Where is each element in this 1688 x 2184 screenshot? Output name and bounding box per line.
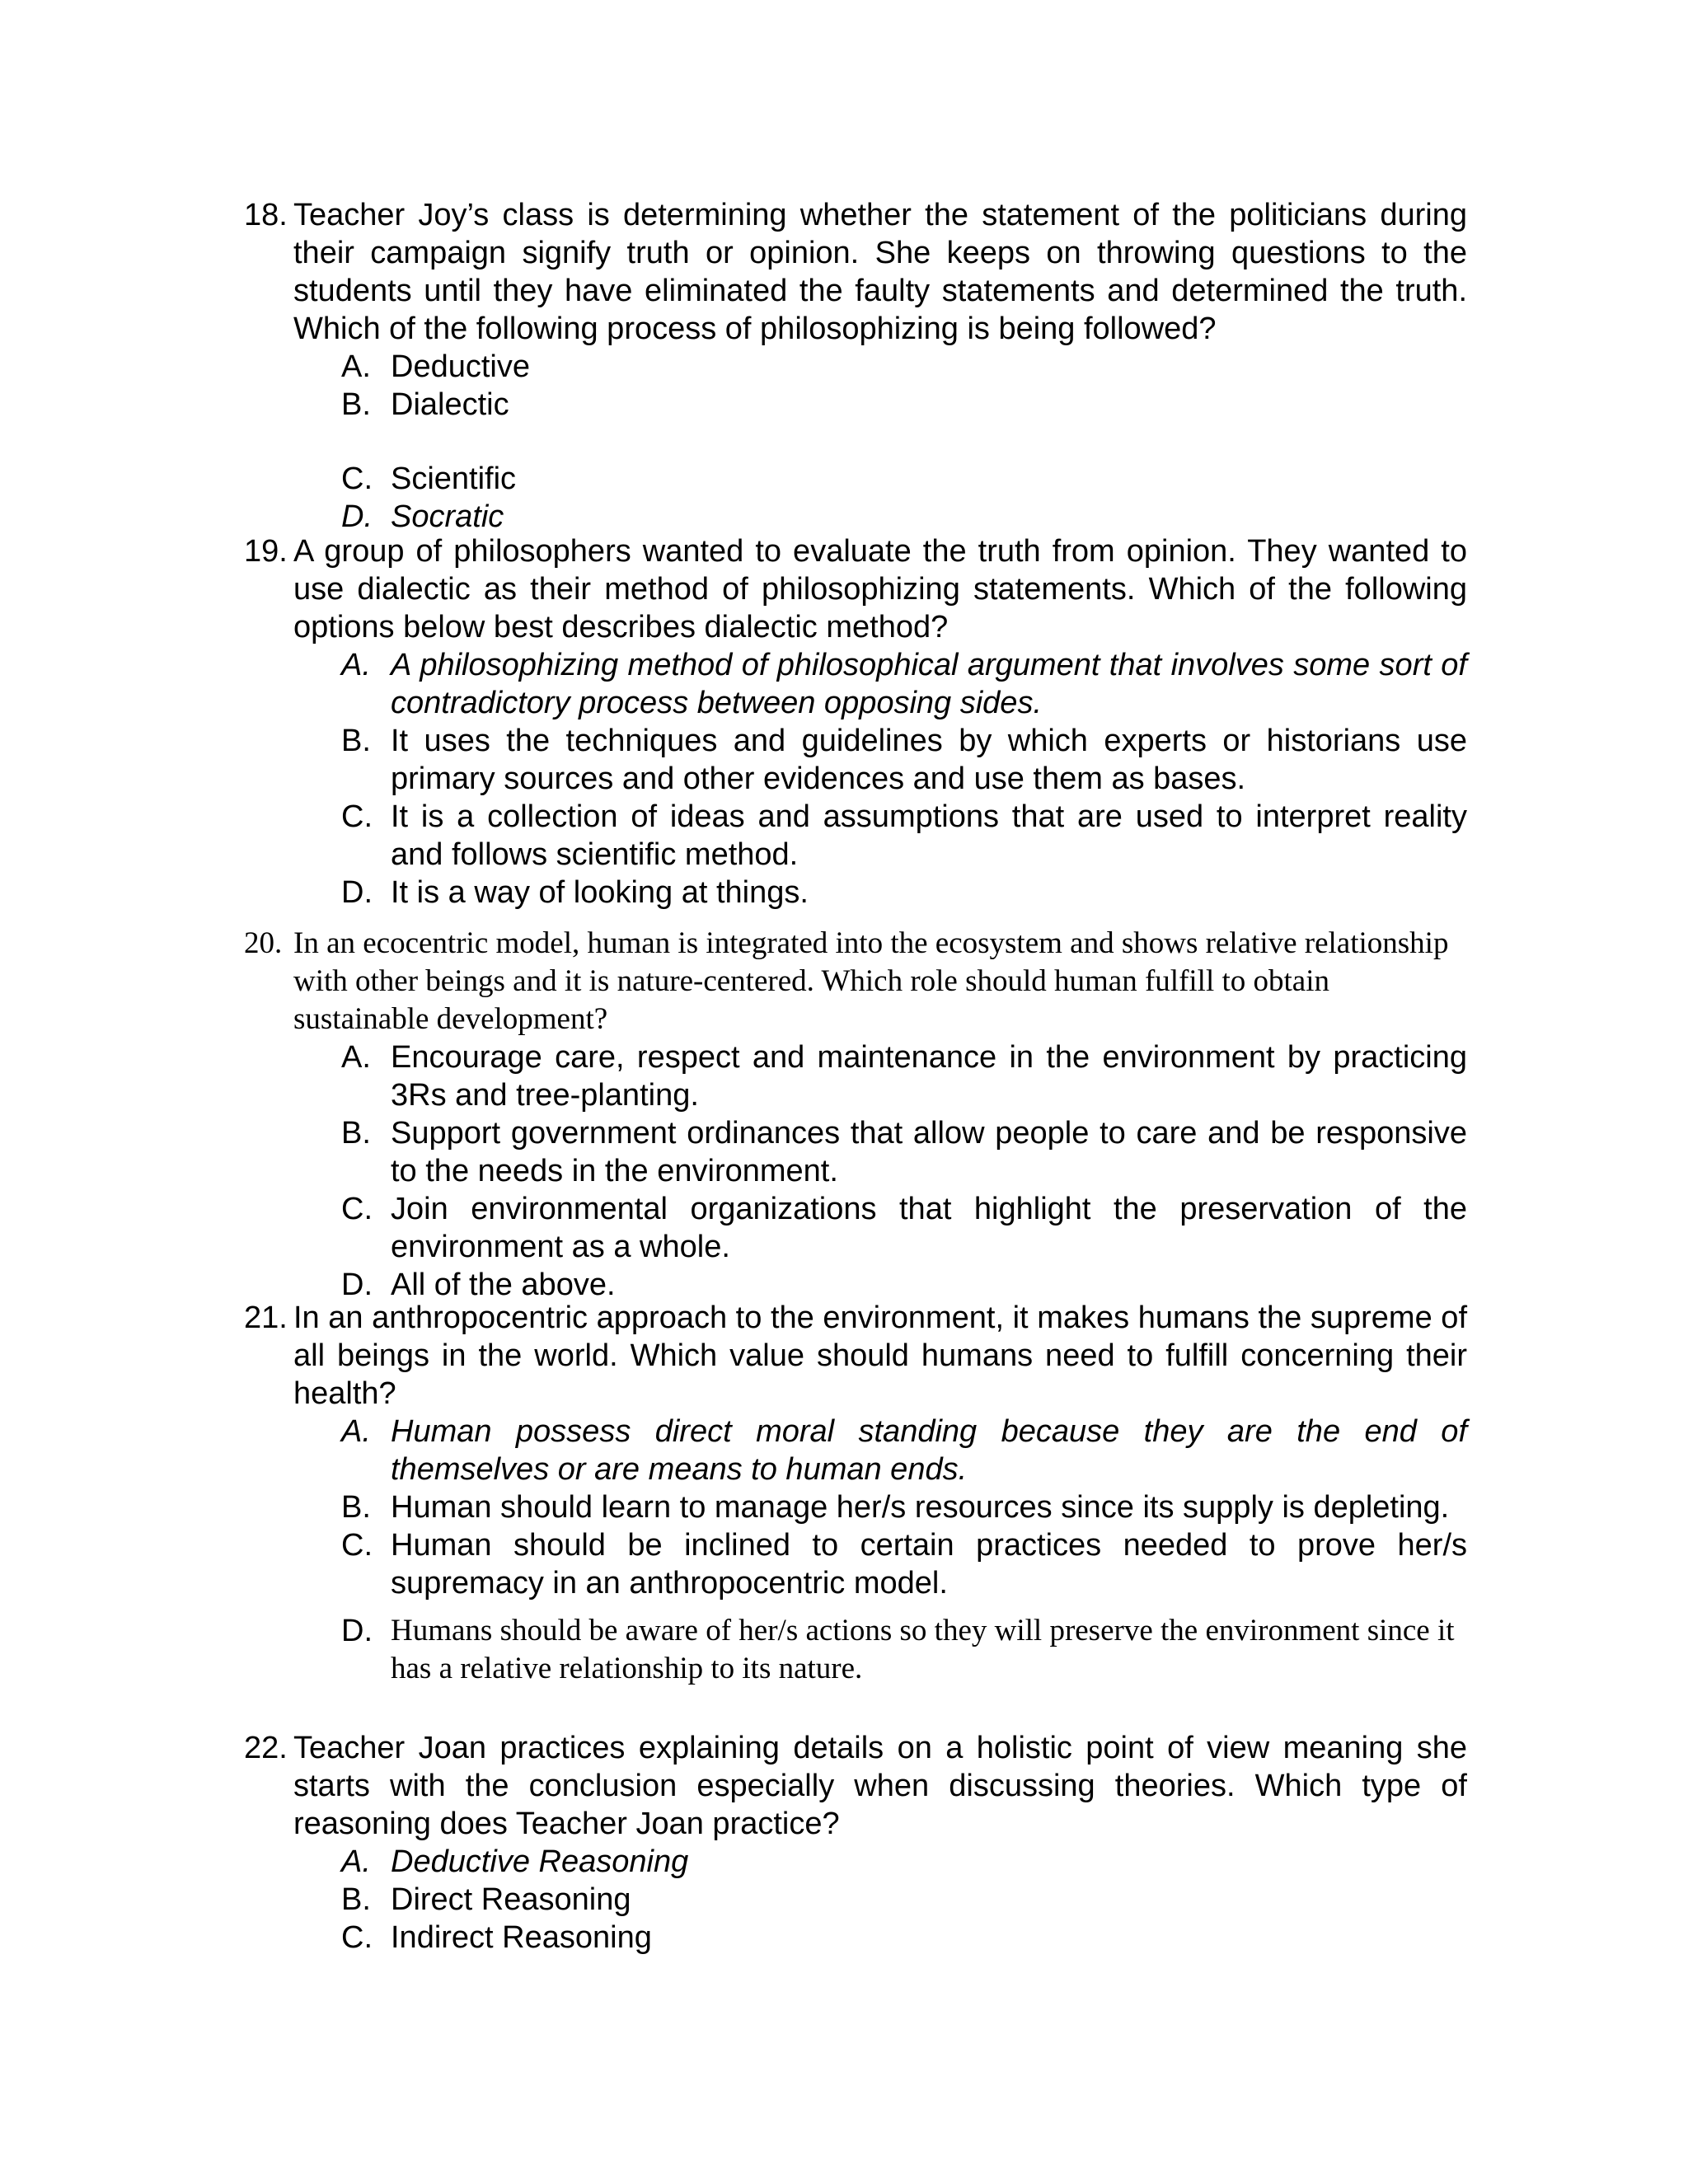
option-text: Direct Reasoning bbox=[391, 1882, 631, 1917]
question-number: 22. bbox=[244, 1731, 288, 1765]
option-a bbox=[341, 1843, 1467, 1881]
option-letter: B. bbox=[341, 387, 371, 422]
option-letter: B. bbox=[341, 724, 371, 758]
option-d bbox=[341, 874, 1467, 912]
option-text: Human possess direct moral standing because they are the end of themselves or are means to human ends. bbox=[391, 1414, 1467, 1487]
option-letter: C. bbox=[341, 1920, 373, 1955]
option-c bbox=[341, 460, 1467, 498]
option-text: A philosophizing method of philosophical argument that involves some sort of contradictory process between opposing sides. bbox=[391, 648, 1467, 720]
question-22 bbox=[244, 1729, 1467, 1957]
option-d bbox=[341, 498, 1467, 536]
option-letter: A. bbox=[341, 1040, 371, 1075]
option-list bbox=[341, 348, 1467, 536]
option-letter: B. bbox=[341, 1882, 371, 1917]
option-text: Support government ordinances that allow people to care and be responsive to the needs in the environment. bbox=[391, 1116, 1467, 1188]
question-stem: In an ecocentric model, human is integrated into the ecosystem and shows relative relationship with other beings and it is nature-centered. Which role should human fulfill to obtain sustainable development? bbox=[293, 926, 1449, 1036]
option-text: Scientific bbox=[391, 462, 517, 496]
option-letter: A. bbox=[341, 1844, 371, 1879]
option-b bbox=[341, 1114, 1467, 1190]
option-list bbox=[341, 1038, 1467, 1304]
option-text: Socratic bbox=[391, 499, 504, 534]
option-text: Join environmental organizations that highlight the preservation of the environment as a whole. bbox=[391, 1192, 1467, 1264]
option-c bbox=[341, 1190, 1467, 1266]
question-20 bbox=[244, 925, 1467, 1304]
option-text: Humans should be aware of her/s actions so they will preserve the environment since it has a relative relationship to its nature. bbox=[391, 1614, 1455, 1685]
option-a bbox=[341, 1038, 1467, 1114]
option-a bbox=[341, 1413, 1467, 1488]
option-a bbox=[341, 348, 1467, 386]
option-letter: B. bbox=[341, 1490, 371, 1525]
option-letter: D. bbox=[341, 1614, 373, 1648]
option-text: It is a way of looking at things. bbox=[391, 875, 809, 910]
question-stem: In an anthropocentric approach to the environment, it makes humans the supreme of all beings in the world. Which value should humans need to fulfill concerning their health? bbox=[293, 1301, 1467, 1411]
option-text: Indirect Reasoning bbox=[391, 1920, 652, 1955]
question-21 bbox=[244, 1299, 1467, 1688]
question-number: 19. bbox=[244, 534, 288, 569]
option-text: It uses the techniques and guidelines by which experts or historians use primary sources and other evidences and use them as bases. bbox=[391, 724, 1467, 796]
question-number: 18. bbox=[244, 198, 288, 232]
option-d bbox=[341, 1612, 1467, 1688]
option-text: Deductive Reasoning bbox=[391, 1844, 689, 1879]
option-letter: A. bbox=[341, 648, 371, 682]
question-stem: A group of philosophers wanted to evaluate the truth from opinion. They wanted to use dialectic as their method of philosophizing statements. Which of the following options below best describes dialectic method? bbox=[293, 534, 1467, 644]
option-c bbox=[341, 1919, 1467, 1957]
option-b bbox=[341, 386, 1467, 424]
option-letter: A. bbox=[341, 1414, 371, 1449]
question-19 bbox=[244, 532, 1467, 912]
question-number: 21. bbox=[244, 1301, 288, 1335]
option-text: All of the above. bbox=[391, 1268, 616, 1302]
option-list bbox=[341, 1843, 1467, 1957]
option-c bbox=[341, 1526, 1467, 1602]
option-b bbox=[341, 722, 1467, 798]
option-letter: D. bbox=[341, 875, 373, 910]
question-18 bbox=[244, 196, 1467, 536]
option-text: Human should learn to manage her/s resources since its supply is depleting. bbox=[391, 1490, 1450, 1525]
option-letter: C. bbox=[341, 1528, 373, 1563]
option-c bbox=[341, 798, 1467, 874]
option-list bbox=[341, 1413, 1467, 1688]
option-letter: A. bbox=[341, 349, 371, 384]
question-stem: Teacher Joy’s class is determining whether the statement of the politicians during their campaign signify truth or opinion. She keeps on throwing questions to the students until they have eliminated the faulty statements and determined the truth. Which of the following process of philosophizing is being followed? bbox=[293, 198, 1467, 346]
option-a bbox=[341, 646, 1467, 722]
option-b bbox=[341, 1881, 1467, 1919]
option-list bbox=[341, 646, 1467, 912]
option-letter: C. bbox=[341, 1192, 373, 1226]
option-letter: C. bbox=[341, 462, 373, 496]
option-letter: D. bbox=[341, 1268, 373, 1302]
option-text: It is a collection of ideas and assumptions that are used to interpret reality and follows scientific method. bbox=[391, 799, 1467, 872]
question-stem: Teacher Joan practices explaining details on a holistic point of view meaning she starts with the conclusion especially when discussing theories. Which type of reasoning does Teacher Joan practice? bbox=[293, 1731, 1467, 1841]
option-text: Dialectic bbox=[391, 387, 509, 422]
option-text: Human should be inclined to certain practices needed to prove her/s supremacy in an anthropocentric model. bbox=[391, 1528, 1467, 1601]
option-letter: B. bbox=[341, 1116, 371, 1151]
option-letter: D. bbox=[341, 499, 373, 534]
option-b bbox=[341, 1488, 1467, 1526]
question-number: 20. bbox=[244, 926, 283, 960]
option-text: Deductive bbox=[391, 349, 530, 384]
option-letter: C. bbox=[341, 799, 373, 834]
option-text: Encourage care, respect and maintenance in the environment by practicing 3Rs and tree-planting. bbox=[391, 1040, 1467, 1113]
